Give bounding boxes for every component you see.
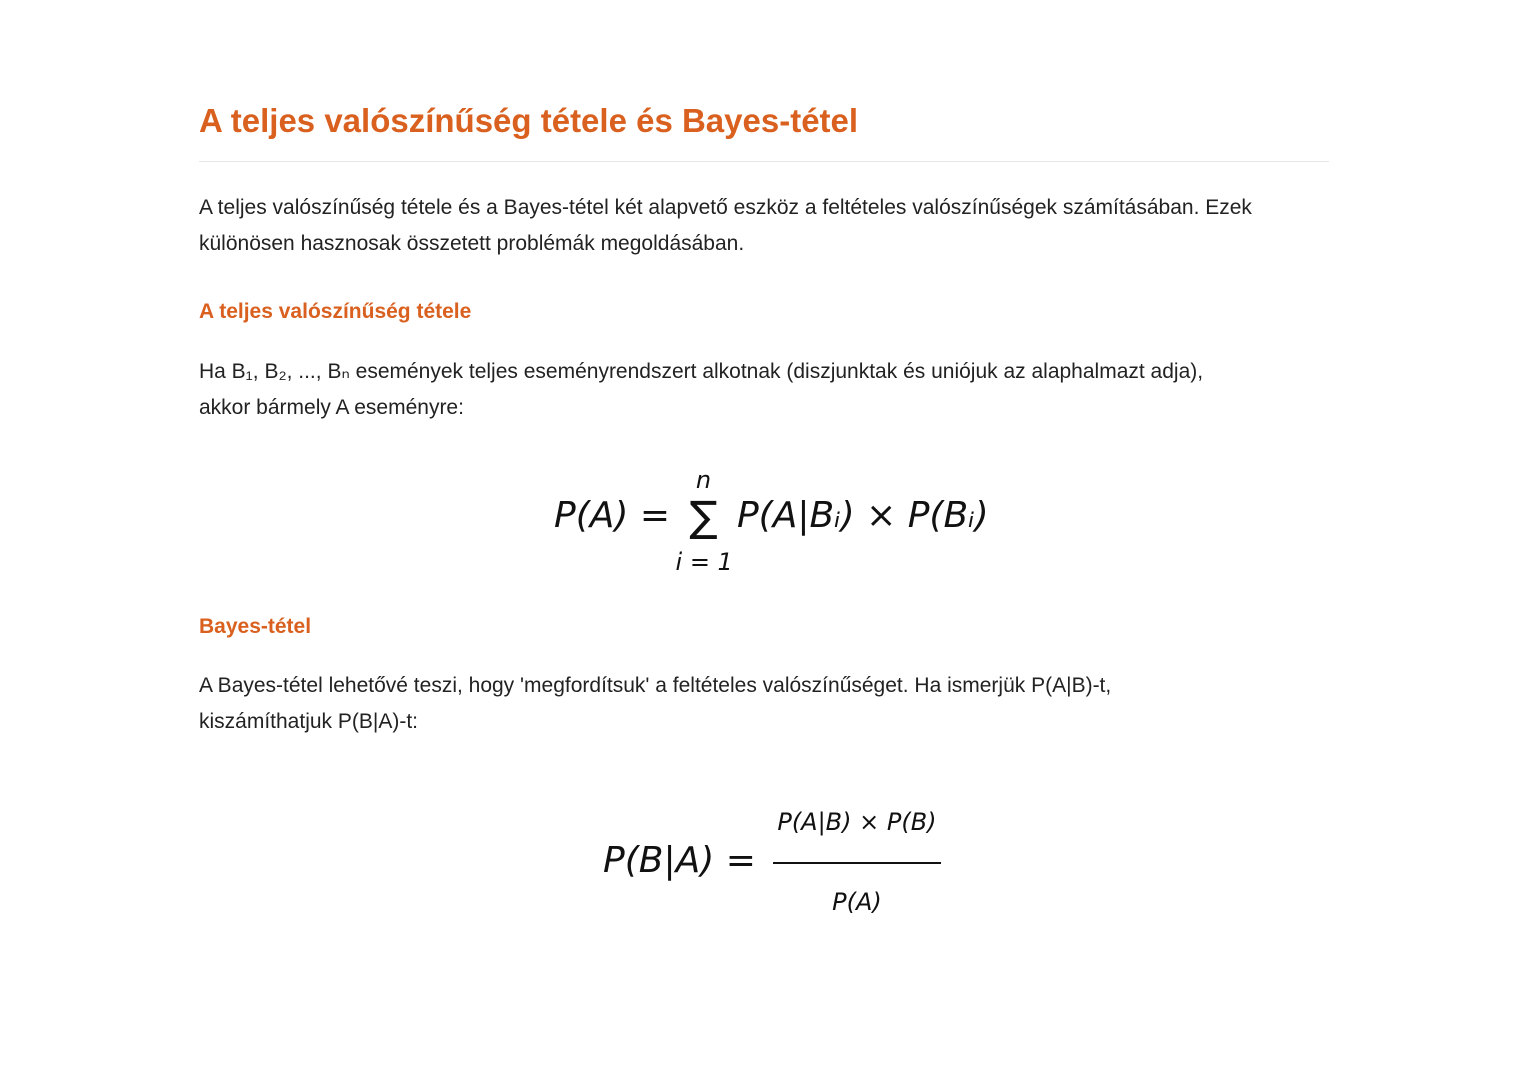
summation-upper-limit: n xyxy=(695,466,712,494)
bayes-text-line1: A Bayes-tétel lehetővé teszi, hogy 'megfordítsuk' a feltételes valószínűséget. Ha ismerjük P(A|B)-t, xyxy=(199,674,1112,697)
bayes-formula-equals: = xyxy=(725,840,756,881)
total-probability-text-line2: akkor bármely A eseményre: xyxy=(199,396,464,419)
title-divider xyxy=(199,161,1329,162)
sigma-symbol: ∑ xyxy=(689,492,718,541)
bayes-formula xyxy=(603,786,941,938)
intro-paragraph: A teljes valószínűség tétele és a Bayes-tétel két alapvető eszköz a feltételes valószínűségek számításában. Ezek különösen hasznosak összetett problémák megoldásában. xyxy=(199,196,1252,255)
bayes-text xyxy=(199,668,1329,740)
total-probability-text-line1: Ha B₁, B₂, ..., Bₙ események teljes eseményrendszert alkotnak (diszjunktak és uniójuk az alaphalmazt adja), xyxy=(199,360,1204,383)
bayes-numerator: P(A|B) × P(B) xyxy=(773,786,940,864)
section-heading-bayes: Bayes-tétel xyxy=(199,615,312,638)
bayes-text-line2: kiszámíthatjuk P(B|A)-t: xyxy=(199,710,419,733)
formula-equals: = xyxy=(639,495,671,536)
page-title: A teljes valószínűség tétele és Bayes-tétel xyxy=(199,102,859,139)
section-heading-total-probability: A teljes valószínűség tétele xyxy=(199,300,472,323)
total-probability-text xyxy=(199,354,1329,426)
formula-lhs: P(A) xyxy=(554,495,629,536)
bayes-fraction xyxy=(773,786,940,938)
formula-rhs: P(A|Bᵢ) × P(Bᵢ) xyxy=(736,495,989,536)
summation-lower-limit: i = 1 xyxy=(675,548,733,576)
total-probability-formula xyxy=(554,466,989,576)
summation xyxy=(675,466,733,576)
bayes-formula-lhs: P(B|A) xyxy=(603,840,715,881)
bayes-denominator: P(A) xyxy=(832,888,882,916)
